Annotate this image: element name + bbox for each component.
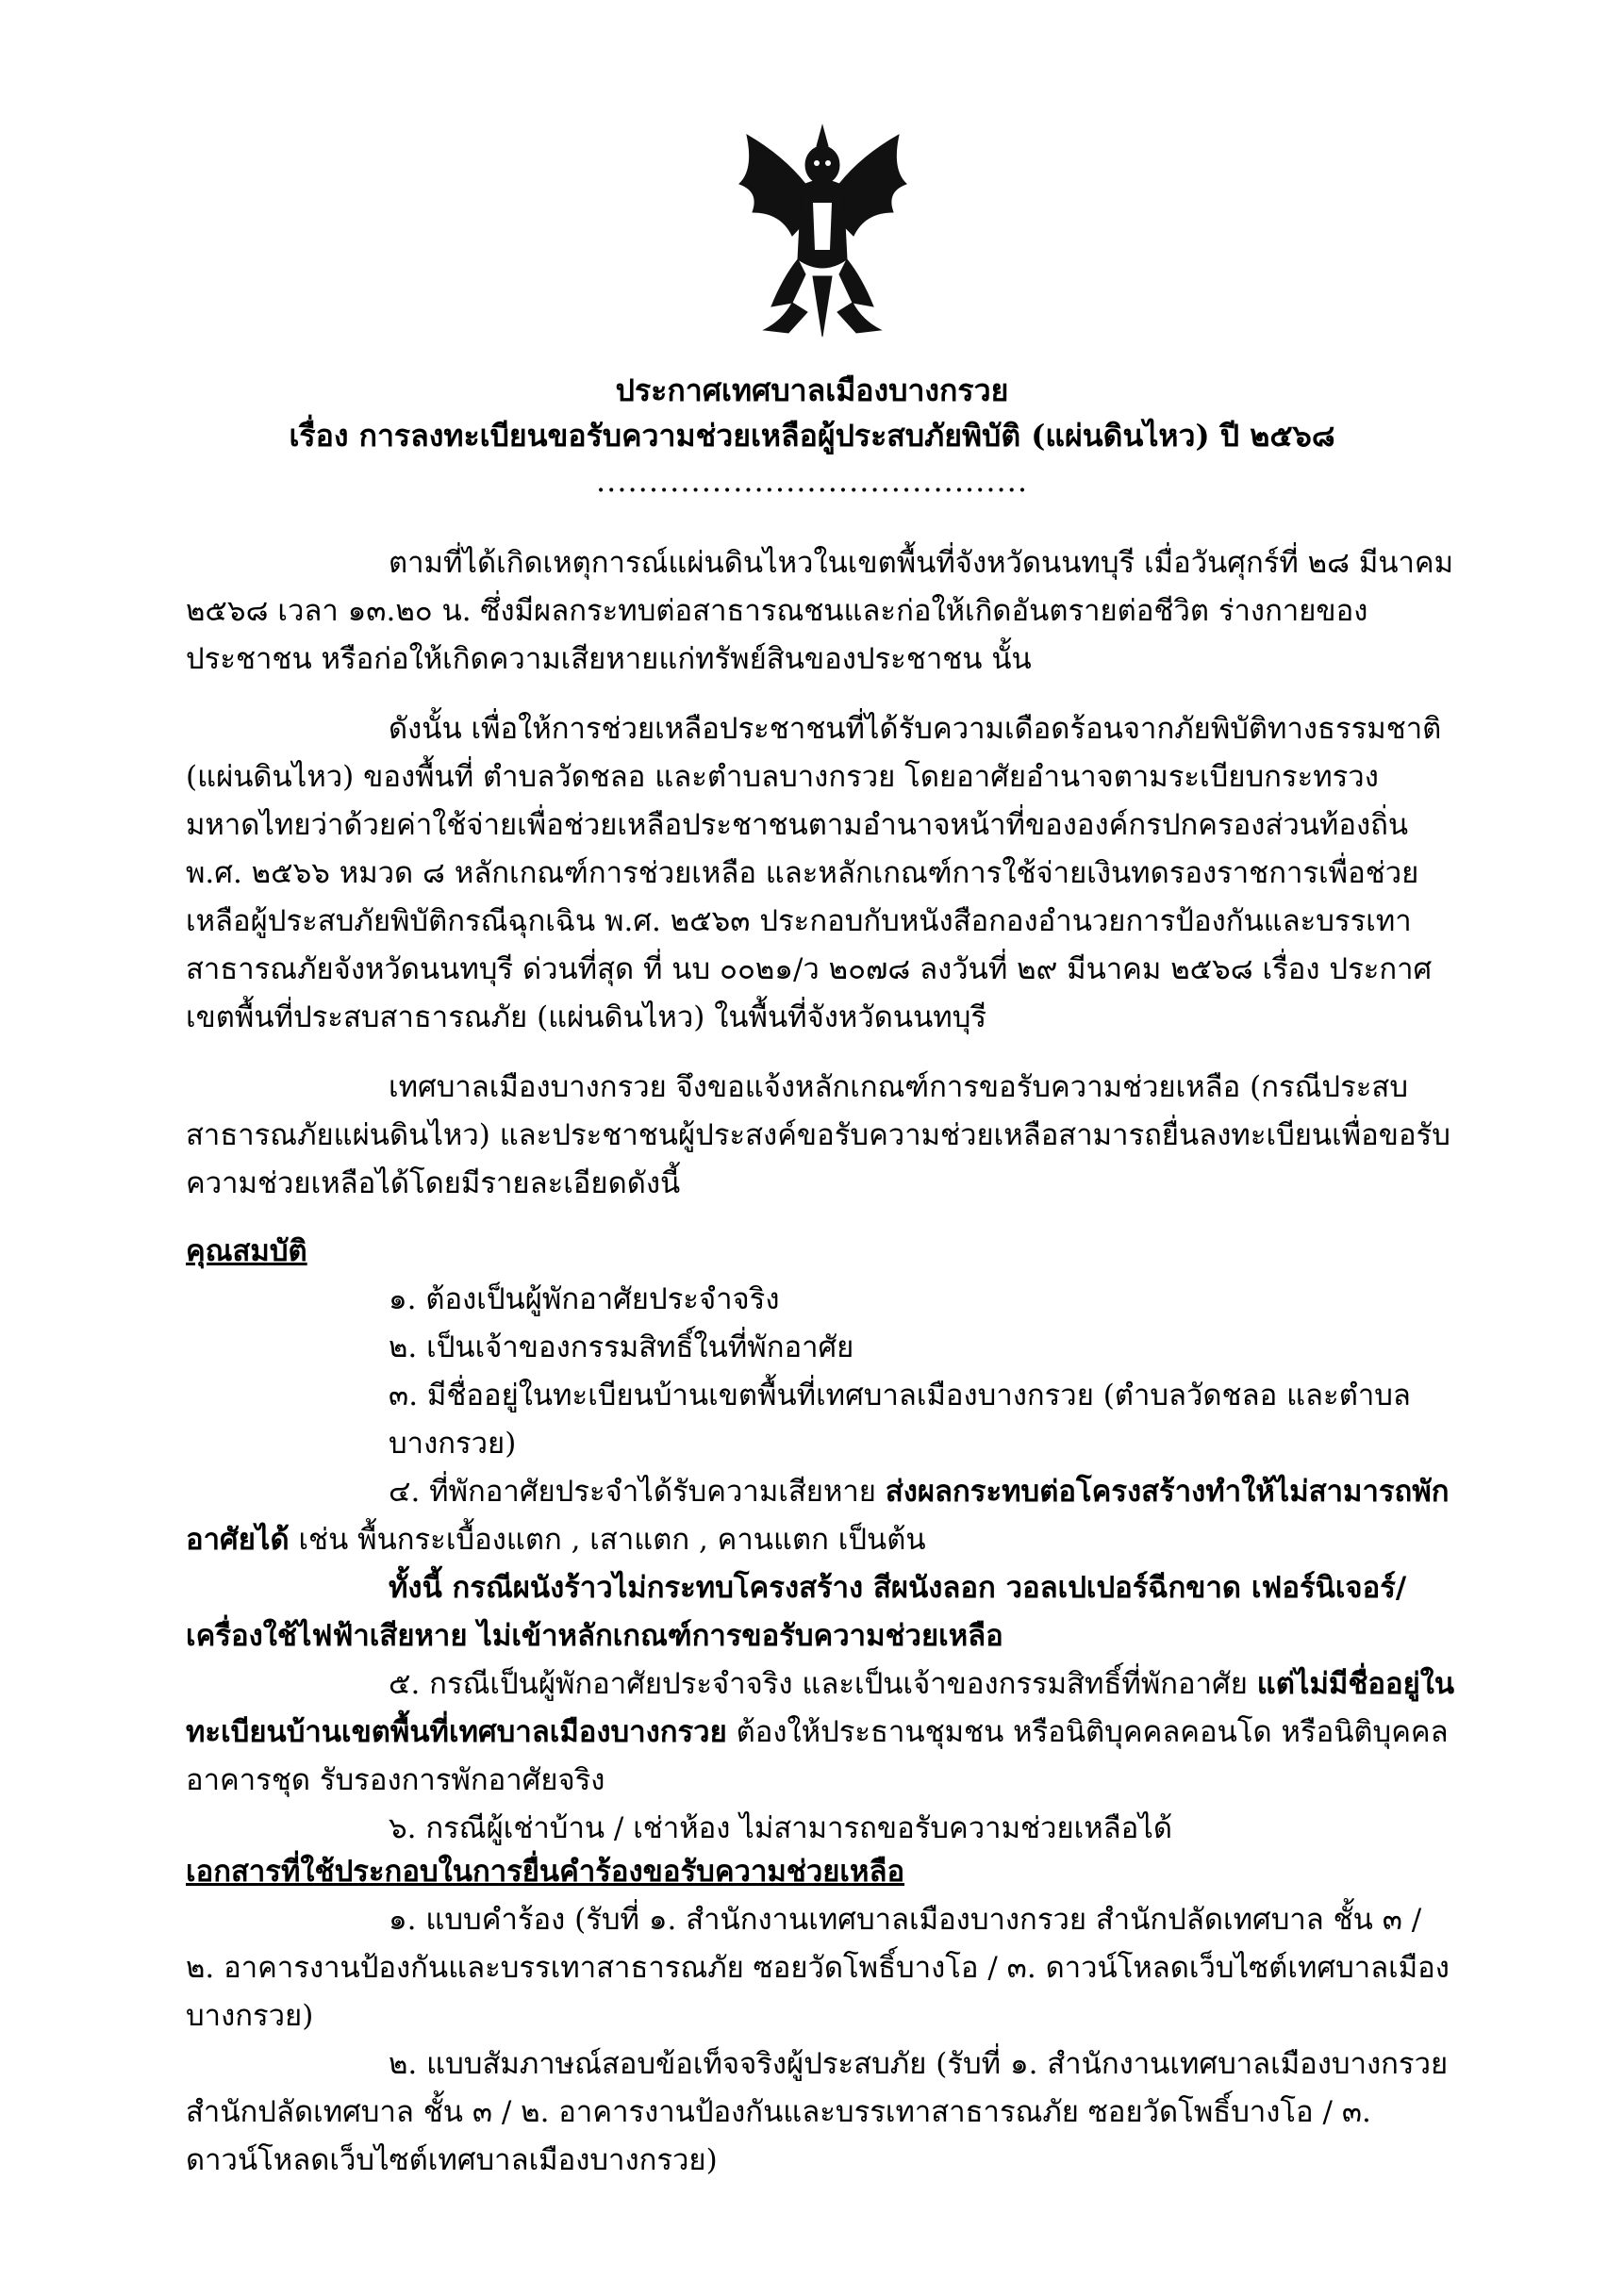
qualifications-section — [186, 1228, 1459, 1853]
qualification-2: ๒. เป็นเจ้าของกรรมสิทธิ์ในที่พักอาศัย — [389, 1330, 854, 1364]
garuda-emblem-icon — [726, 118, 920, 339]
qualifications-heading: คุณสมบัติ — [186, 1234, 307, 1268]
document-2: ๒. แบบสัมภาษณ์สอบข้อเท็จจริงผู้ประสบภัย (รับที่ ๑. สำนักงานเทศบาลเมืองบางกรวย สำนักปลัดเทศบาล ชั้น ๓ / ๒. อาคารงานป้องกันและบรรเทาสาธารณภัย ซอยวัดโพธิ์บางโอ / ๓. ดาวน์โหลดเว็บไซต์เทศบาลเมืองบางกรวย) — [186, 2047, 1449, 2177]
documents-heading: เอกสารที่ใช้ประกอบในการยื่นคำร้องขอรับความช่วยเหลือ — [186, 1855, 905, 1889]
documents-section — [186, 1848, 1459, 2185]
qualification-note: ทั้งนี้ กรณีผนังร้าวไม่กระทบโครงสร้าง สีผนังลอก วอลเปเปอร์ฉีกขาด เฟอร์นิเจอร์/เครื่องใช้ไฟฟ้าเสียหาย ไม่เข้าหลักเกณฑ์การขอรับความช่วยเหลือ — [186, 1571, 1407, 1653]
qualification-4: ๔. ที่พักอาศัยประจำได้รับความเสียหาย ส่งผลกระทบต่อโครงสร้างทำให้ไม่สามารถพักอาศัยได้ เช่น พื้นกระเบื้องแตก , เสาแตก , คานแตก เป็นต้น — [186, 1475, 1450, 1557]
qualification-3: ๓. มีชื่ออยู่ในทะเบียนบ้านเขตพื้นที่เทศบาลเมืองบางกรวย (ตำบลวัดชลอ และตำบลบางกรวย) — [389, 1379, 1411, 1461]
intro-paragraph-1: ตามที่ได้เกิดเหตุการณ์แผ่นดินไหวในเขตพื้นที่จังหวัดนนทบุรี เมื่อวันศุกร์ที่ ๒๘ มีนาคม ๒๕๖๘ เวลา ๑๓.๒๐ น. ซึ่งมีผลกระทบต่อสาธารณชนและก่อให้เกิดอันตรายต่อชีวิต ร่างกายของประชาชน หรือก่อให้เกิดความเสียหายแก่ทรัพย์สินของประชาชน นั้น — [186, 546, 1454, 676]
intro-paragraph-2: ดังนั้น เพื่อให้การช่วยเหลือประชาชนที่ได้รับความเดือดร้อนจากภัยพิบัติทางธรรมชาติ (แผ่นดินไหว) ของพื้นที่ ตำบลวัดชลอ และตำบลบางกรวย โดยอาศัยอำนาจตามระเบียบกระทรวงมหาดไทยว่าด้วยค่าใช้จ่ายเพื่อช่วยเหลือประชาชนตามอำนาจหน้าที่ขององค์กรปกครองส่วนท้องถิ่น พ.ศ. ๒๕๖๖ หมวด ๘ หลักเกณฑ์การช่วยเหลือ และหลักเกณฑ์การใช้จ่ายเงินทดรองราชการเพื่อช่วยเหลือผู้ประสบภัยพิบัติกรณีฉุกเฉิน พ.ศ. ๒๕๖๓ ประกอบกับหนังสือกองอำนวยการป้องกันและบรรเทาสาธารณภัยจังหวัดนนทบุรี ด่วนที่สุด ที่ นบ ๐๐๒๑/ว ๒๐๗๘ ลงวันที่ ๒๙ มีนาคม ๒๕๖๘ เรื่อง ประกาศเขตพื้นที่ประสบสาธารณภัย (แผ่นดินไหว) ในพื้นที่จังหวัดนนทบุรี — [186, 712, 1442, 1034]
title-divider: ......................................... — [595, 463, 1029, 499]
announcement-title: ประกาศเทศบาลเมืองบางกรวย — [615, 372, 1009, 408]
qualification-6: ๖. กรณีผู้เช่าบ้าน / เช่าห้อง ไม่สามารถขอรับความช่วยเหลือได้ — [389, 1811, 1173, 1845]
intro-paragraph-3: เทศบาลเมืองบางกรวย จึงขอแจ้งหลักเกณฑ์การขอรับความช่วยเหลือ (กรณีประสบสาธารณภัยแผ่นดินไหว) และประชาชนผู้ประสงค์ขอรับความช่วยเหลือสามารถยื่นลงทะเบียนเพื่อขอรับความช่วยเหลือได้โดยมีรายละเอียดดังนี้ — [186, 1070, 1450, 1200]
announcement-subject: เรื่อง การลงทะเบียนขอรับความช่วยเหลือผู้ประสบภัยพิบัติ (แผ่นดินไหว) ปี ๒๕๖๘ — [289, 418, 1335, 454]
document-1: ๑. แบบคำร้อง (รับที่ ๑. สำนักงานเทศบาลเมืองบางกรวย สำนักปลัดเทศบาล ชั้น ๓ / ๒. อาคารงานป้องกันและบรรเทาสาธารณภัย ซอยวัดโพธิ์บางโอ / ๓. ดาวน์โหลดเว็บไซต์เทศบาลเมืองบางกรวย) — [186, 1903, 1450, 2033]
qualification-5: ๕. กรณีเป็นผู้พักอาศัยประจำจริง และเป็นเจ้าของกรรมสิทธิ์ที่พักอาศัย แต่ไม่มีชื่ออยู่ในทะเบียนบ้านเขตพื้นที่เทศบาลเมืองบางกรวย ต้องให้ประธานชุมชน หรือนิติบุคคลคอนโด หรือนิติบุคคลอาคารชุด รับรองการพักอาศัยจริง — [186, 1667, 1455, 1797]
qualification-1: ๑. ต้องเป็นผู้พักอาศัยประจำจริง — [389, 1282, 780, 1316]
